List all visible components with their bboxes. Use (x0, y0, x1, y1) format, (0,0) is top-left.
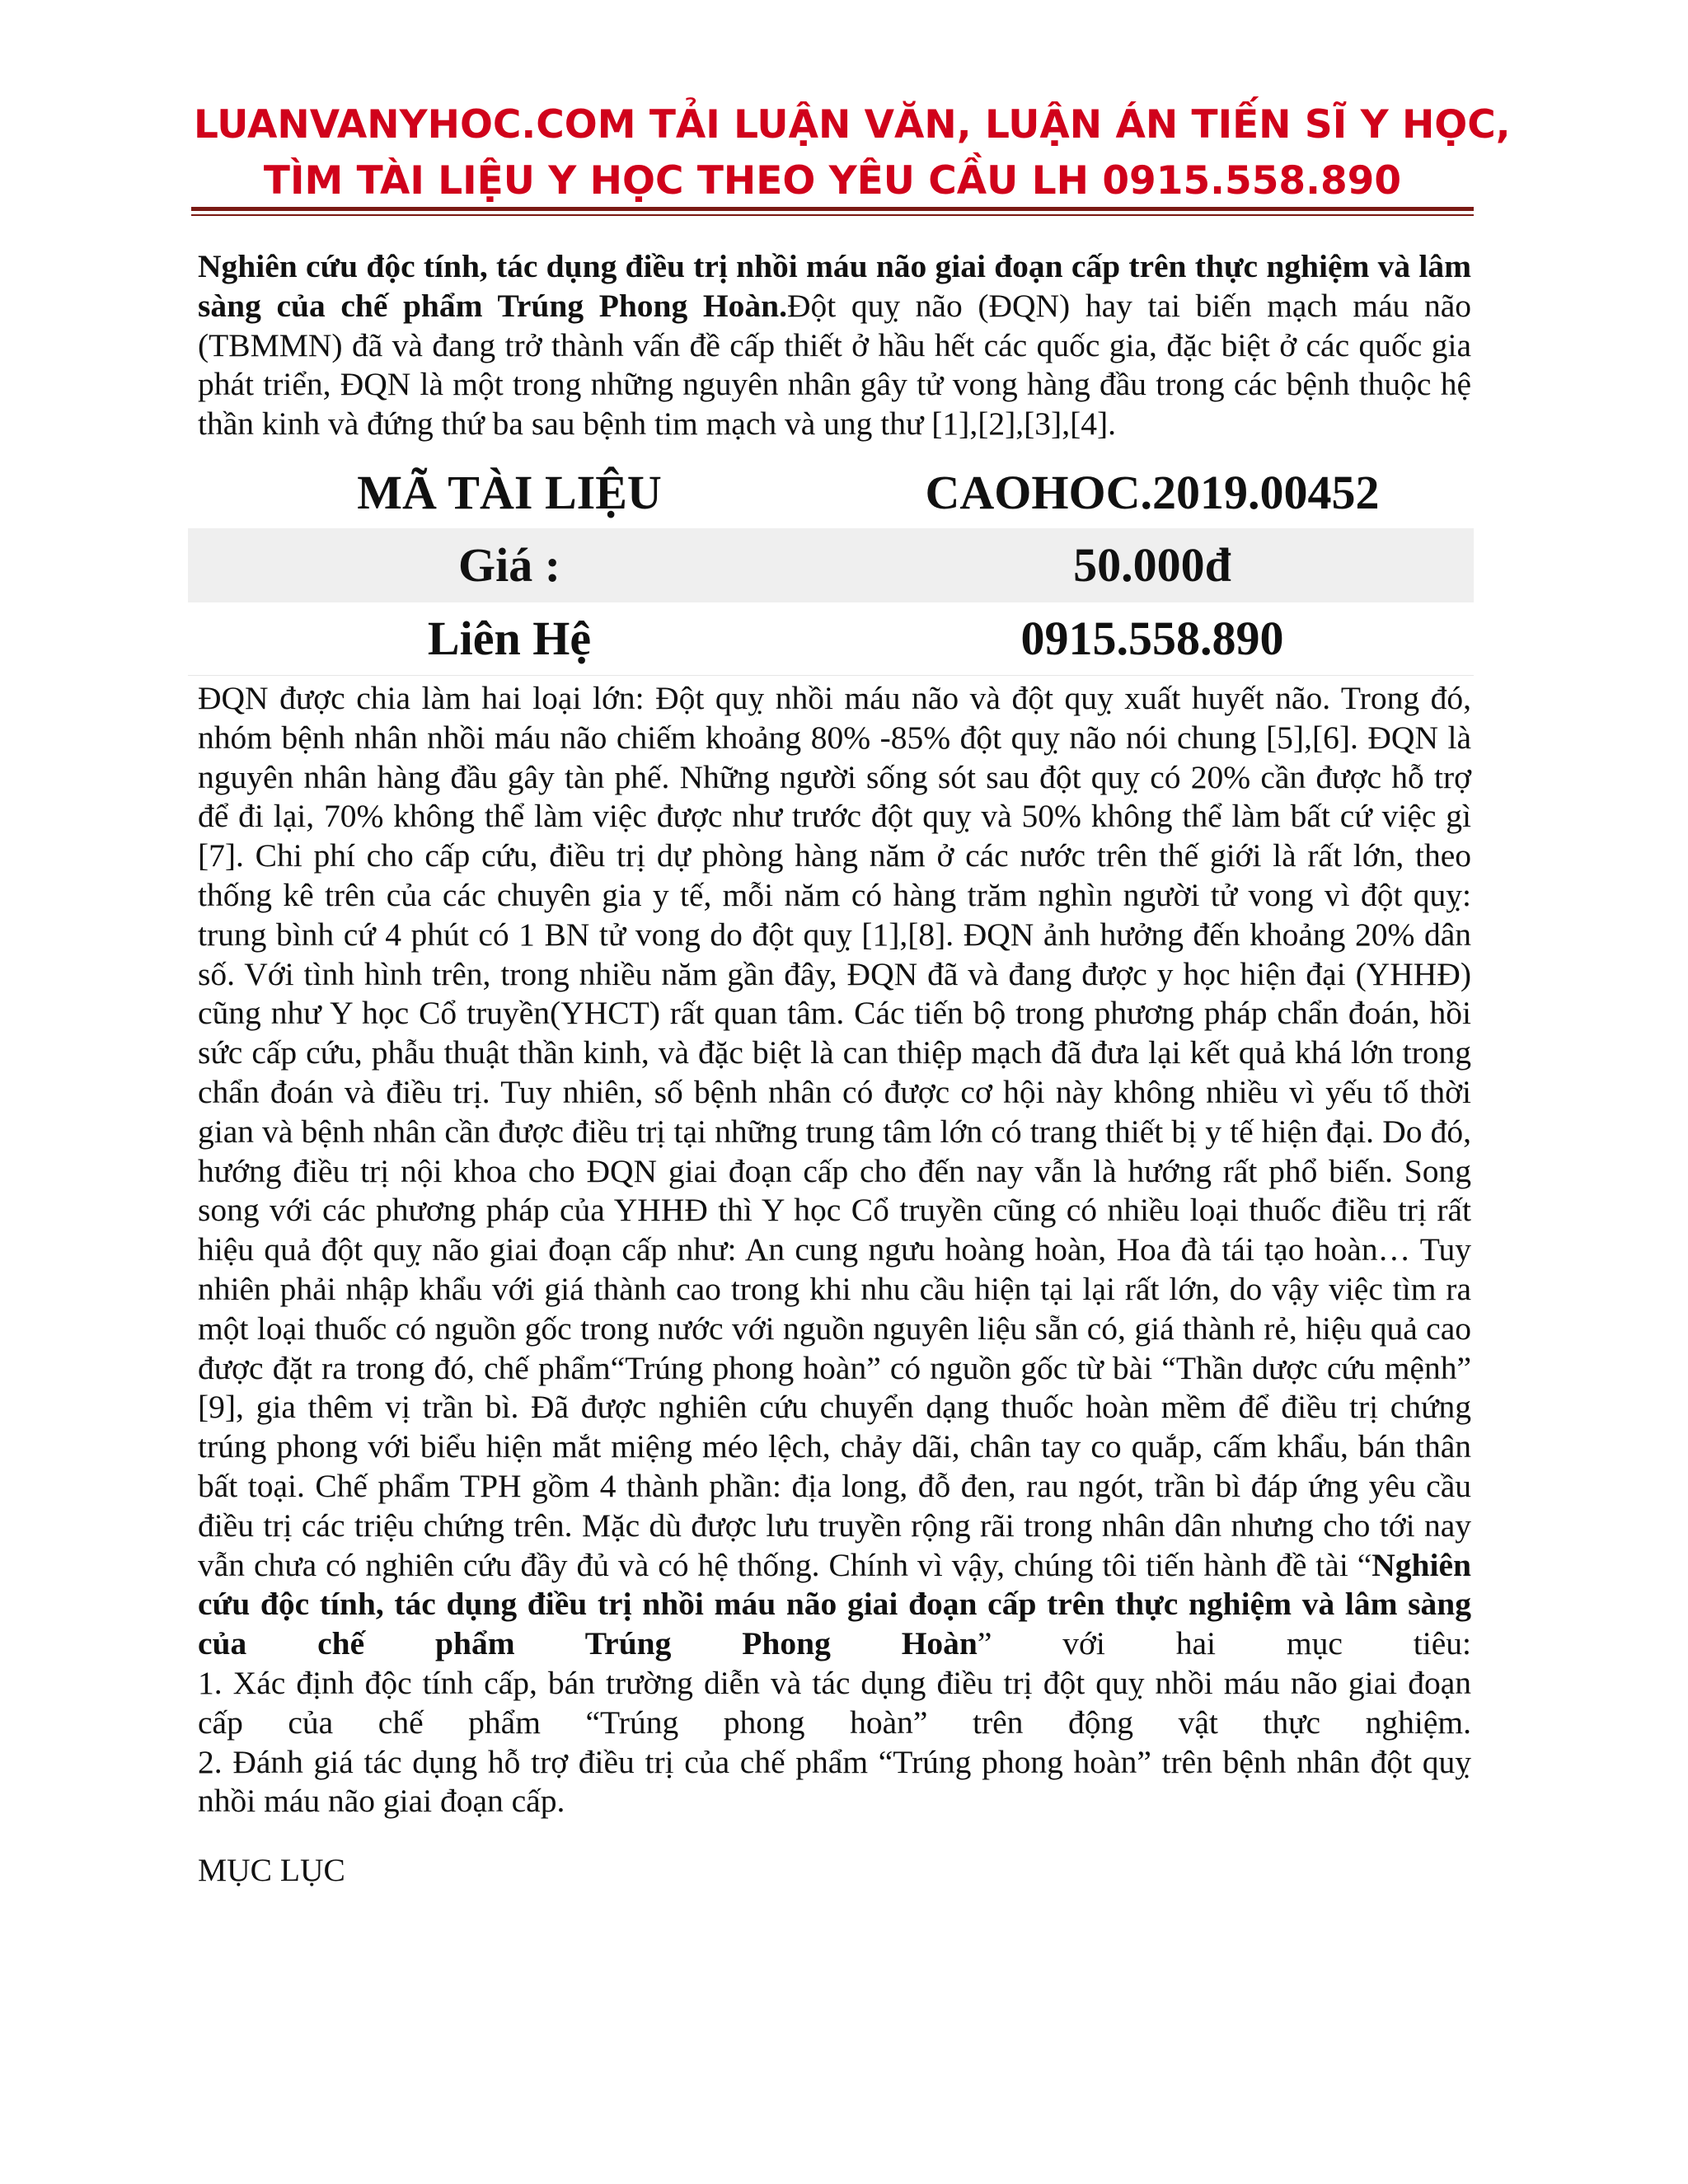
header-rule-thin (191, 214, 1474, 216)
contact-value: 0915.558.890 (1020, 612, 1284, 665)
banner-line-1: LUANVANYHOC.COM TẢI LUẬN VĂN, LUẬN ÁN TIẾN SĨ Y HỌC, (194, 102, 1511, 148)
table-of-contents-heading: MỤC LỤC (198, 1852, 345, 1888)
goal-2: 2. Đánh giá tác dụng hỗ trợ điều trị của chế phẩm “Trúng phong hoàn” trên bệnh nhân đột quỵ nhồi máu não giai đoạn cấp. (198, 1743, 1471, 1820)
intro-text: Đột quỵ não (ĐQN) hay tai biến mạch máu não (TBMMN) đã và đang trở thành vấn đề cấp thiết ở hầu hết các quốc gia, đặc biệt ở các quốc gia phát triển, ĐQN là một trong những nguyên nhân gây tử vong hàng đầu trong các bệnh thuộc hệ thần kinh và đứng thứ ba sau bệnh tim mạch và ung thư [1],[2],[3],[4]. (198, 287, 1471, 443)
body-text (198, 679, 1471, 1821)
header-rule-thick (191, 207, 1474, 211)
body-paragraph (198, 679, 1471, 1664)
price-label: Giá : (457, 538, 561, 592)
study-title: Nghiên cứu độc tính, tác dụng điều trị nhồi máu não giai đoạn cấp trên thực nghiệm và lâm sàng của chế phẩm Trúng Phong Hoàn (198, 1546, 1471, 1662)
price-value: 50.000đ (1073, 538, 1231, 592)
body-paragraph-text: ĐQN được chia làm hai loại lớn: Đột quỵ nhồi máu não và đột quỵ xuất huyết não. Trong đó, nhóm bệnh nhân nhồi máu não chiếm khoảng 80% -85% đột quỵ não nói chung [5],[6]. ĐQN là nguyên nhân hàng đầu gây tàn phế. Những người sống sót sau đột quỵ có 20% cần được hỗ trợ để đi lại, 70% không thể làm việc được như trước đột quỵ và 50% không thể làm bất cứ việc gì [7]. Chi phí cho cấp cứu, điều trị dự phòng hàng năm ở các nước trên thế giới là rất lớn, theo thống kê trên của các chuyên gia y tế, mỗi năm có hàng trăm nghìn người tử vong vì đột quỵ: trung bình cứ 4 phút có 1 BN tử vong do đột quỵ [1],[8]. ĐQN ảnh hưởng đến khoảng 20% dân số. Với tình hình trên, trong nhiều năm gần đây, ĐQN đã và đang được y học hiện đại (YHHĐ) cũng như Y học Cổ truyền(YHCT) rất quan tâm. Các tiến bộ trong phương pháp chẩn đoán, hồi sức cấp cứu, phẫu thuật thần kinh, và đặc biệt là can thiệp mạch đã đưa lại kết quả khá lớn trong chẩn đoán và điều trị. Tuy nhiên, số bệnh nhân có được cơ hội này không nhiều vì yếu tố thời gian và bệnh nhân cần được điều trị tại những trung tâm lớn có trang thiết bị y tế hiện đại. Do đó, hướng điều trị nội khoa cho ĐQN giai đoạn cấp cho đến nay vẫn là hướng rất phổ biến. Song song với các phương pháp của YHHĐ thì Y học Cổ truyền cũng có nhiều loại thuốc điều trị rất hiệu quả đột quỵ não giai đoạn cấp như: An cung ngưu hoàng hoàn, Hoa đà tái tạo hoàn… Tuy nhiên phải nhập khẩu với giá thành cao trong khi nhu cầu hiện tại lại rất lớn, do vậy việc tìm ra một loại thuốc có nguồn gốc trong nước với nguồn nguyên liệu sẵn có, giá thành rẻ, hiệu quả cao được đặt ra trong đó, chế phẩm“Trúng phong hoàn” có nguồn gốc từ bài “Thần dược cứu mệnh” [9], gia thêm vị trần bì. Đã được nghiên cứu chuyển dạng thuốc hoàn mềm để điều trị chứng trúng phong với biểu hiện mắt miệng méo lệch, chảy dãi, chân tay co quắp, cấm khẩu, bán thân bất toại. Chế phẩm TPH gồm 4 thành phần: địa long, đỗ đen, rau ngót, trần bì đáp ứng yêu cầu điều trị các triệu chứng trên. Mặc dù được lưu truyền rộng rãi trong nhân dân nhưng cho tới nay vẫn chưa có nghiên cứu đầy đủ và có hệ thống. Chính vì vậy, chúng tôi tiến hành đề tài “ (198, 680, 1471, 1583)
info-table-bottom-border (188, 675, 1474, 676)
contact-row (188, 602, 1474, 675)
header-banner (194, 97, 1511, 209)
document-code-label: MÃ TÀI LIỆU (357, 466, 662, 519)
goal-1: 1. Xác định độc tính cấp, bán trường diễn và tác dụng điều trị đột quỵ nhồi máu não giai đoạn cấp của chế phẩm “Trúng phong hoàn” trên động vật thực nghiệm. (198, 1664, 1471, 1741)
banner-line-2: TÌM TÀI LIỆU Y HỌC THEO YÊU CẦU LH 0915.558.890 (263, 158, 1402, 204)
price-row (188, 528, 1474, 602)
contact-label: Liên Hệ (427, 612, 592, 665)
intro-paragraph (198, 247, 1471, 444)
document-code-row (188, 457, 1474, 528)
intro-title: Nghiên cứu độc tính, tác dụng điều trị nhồi máu não giai đoạn cấp trên thực nghiệm và lâm sàng của chế phẩm Trúng Phong Hoàn. (198, 248, 1471, 324)
document-code-value: CAOHOC.2019.00452 (925, 466, 1380, 519)
body-paragraph-end: ” với hai mục tiêu: (977, 1625, 1471, 1662)
